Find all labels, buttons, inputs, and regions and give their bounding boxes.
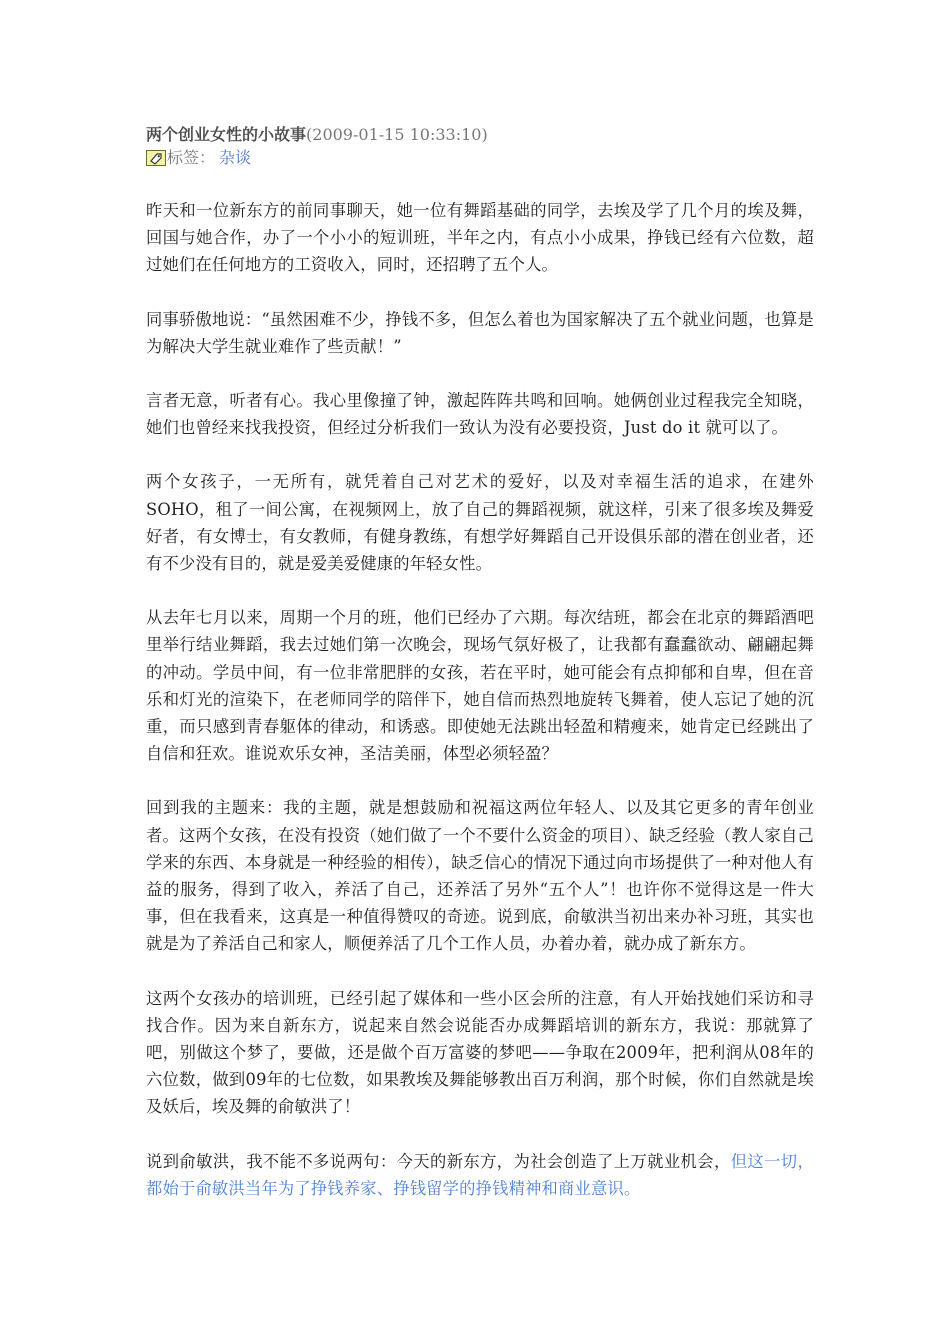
- paragraph-4: 两个女孩子，一无所有，就凭着自己对艺术的爱好，以及对幸福生活的追求，在建外SOHO，租了一间公寓，在视频网上，放了自己的舞蹈视频，就这样，引来了很多埃及舞爱好者，有女博士，有女教师，有健身教练，有想学好舞蹈自己开设俱乐部的潜在创业者，还有不少没有目的，就是爱美爱健康的年轻女性。: [146, 472, 814, 574]
- article-date: (2009-01-15 10:33:10): [306, 125, 488, 144]
- article-header: [146, 124, 814, 146]
- paragraph-8-highlight: 但这一切，都始于俞敏洪当年为了挣钱养家、挣钱留学的挣钱精神和商业意识。: [146, 1151, 814, 1198]
- tag-line: [146, 146, 814, 170]
- paragraph-5: 从去年七月以来，周期一个月的班，他们已经办了六期。每次结班，都会在北京的舞蹈酒吧里举行结业舞蹈，我去过她们第一次晚会，现场气氛好极了，让我都有蠢蠢欲动、翩翩起舞的冲动。学员中间，有一位非常肥胖的女孩，若在平时，她可能会有点抑郁和自卑，但在音乐和灯光的渲染下，在老师同学的陪伴下，她自信而热烈地旋转飞舞着，使人忘记了她的沉重，而只感到青春躯体的律动，和诱惑。即使她无法跳出轻盈和精瘦来，她肯定已经跳出了自信和狂欢。谁说欢乐女神，圣洁美丽，体型必须轻盈？: [146, 608, 814, 764]
- paragraph-2: 同事骄傲地说：“虽然困难不少，挣钱不多，但怎么着也为国家解决了五个就业问题，也算是为解决大学生就业难作了些贡献！”: [146, 309, 814, 356]
- paragraph-6: 回到我的主题来：我的主题，就是想鼓励和祝福这两位年轻人、以及其它更多的青年创业者。这两个女孩，在没有投资（她们做了一个不要什么资金的项目）、缺乏经验（教人家自己学来的东西、本身就是一种经验的相传），缺乏信心的情况下通过向市场提供了一种对他人有益的服务，得到了收入，养活了自己，还养活了另外“五个人”！也许你不觉得这是一件大事，但在我看来，这真是一种值得赞叹的奇迹。说到底，俞敏洪当初出来办补习班，其实也就是为了养活自己和家人，顺便养活了几个工作人员，办着办着，就办成了新东方。: [146, 798, 814, 954]
- paragraph-1: 昨天和一位新东方的前同事聊天，她一位有舞蹈基础的同学，去埃及学了几个月的埃及舞，回国与她合作，办了一个小小的短训班，半年之内，有点小小成果，挣钱已经有六位数，超过她们在任何地方的工资收入，同时，还招聘了五个人。: [146, 201, 814, 275]
- paragraph-8: [146, 1148, 814, 1202]
- tag-icon: [146, 150, 166, 166]
- paragraph-7: 这两个女孩办的培训班，已经引起了媒体和一些小区会所的注意，有人开始找她们采访和寻找合作。因为来自新东方，说起来自然会说能否办成舞蹈培训的新东方，我说：那就算了吧，别做这个梦了，要做，还是做个百万富婆的梦吧——争取在2009年，把利润从08年的六位数，做到09年的七位数，如果教埃及舞能够教出百万利润，那个时候，你们自然就是埃及妖后，埃及舞的俞敏洪了！: [146, 988, 814, 1117]
- paragraph-3: 言者无意，听者有心。我心里像撞了钟，激起阵阵共鸣和回响。她俩创业过程我完全知晓，她们也曾经来找我投资，但经过分析我们一致认为没有必要投资，Just do it 就可以了。: [146, 391, 814, 438]
- article: [146, 124, 814, 1229]
- tag-label: 标签：: [167, 148, 216, 167]
- article-title: 两个创业女性的小故事: [146, 125, 307, 144]
- article-body: [146, 197, 814, 1202]
- tag-link[interactable]: 杂谈: [219, 148, 252, 167]
- paragraph-8-text: 说到俞敏洪，我不能不多说两句：今天的新东方，为社会创造了上万就业机会，: [146, 1151, 731, 1171]
